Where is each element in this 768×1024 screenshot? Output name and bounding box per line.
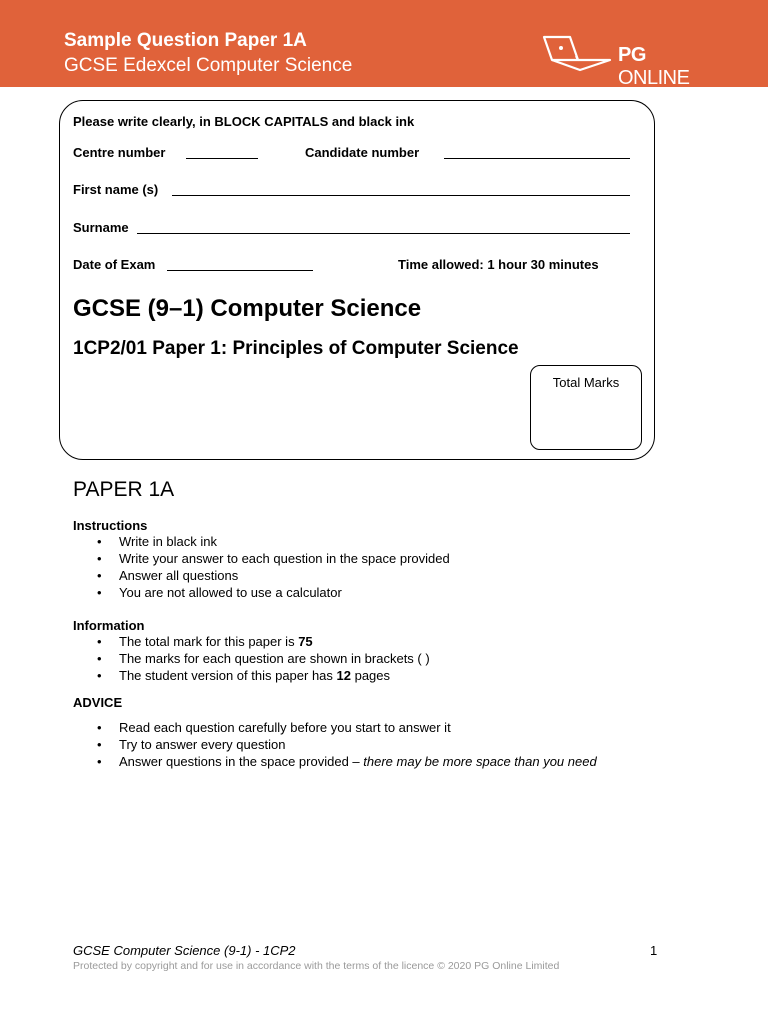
header-subtitle: GCSE Edexcel Computer Science bbox=[64, 55, 353, 76]
list-item: • The marks for each question are shown in brackets ( ) bbox=[97, 651, 430, 666]
instructions-list bbox=[97, 533, 717, 601]
list-item: • Answer questions in the space provided – there may be more space than you need bbox=[97, 754, 597, 769]
instructions-heading: Instructions bbox=[73, 518, 148, 533]
first-name-label: First name (s) bbox=[73, 182, 159, 197]
first-name-field[interactable] bbox=[172, 195, 630, 196]
footer-course: GCSE Computer Science (9-1) - 1CP2 bbox=[73, 943, 296, 958]
logo-text bbox=[618, 44, 720, 90]
list-item: • The student version of this paper has 12 pages bbox=[97, 668, 391, 683]
exam-title: GCSE (9–1) Computer Science bbox=[73, 295, 422, 322]
page-count-value: 12 bbox=[336, 668, 351, 683]
list-item: • Write your answer to each question in the space provided bbox=[97, 551, 450, 566]
surname-label: Surname bbox=[73, 220, 129, 235]
candidate-number-label: Candidate number bbox=[305, 145, 420, 160]
footer-copyright: Protected by copyright and for use in accordance with the terms of the licence © 2020 PG Online Limited bbox=[73, 960, 560, 972]
advice-list bbox=[97, 719, 717, 770]
information-heading: Information bbox=[73, 618, 145, 633]
centre-number-label: Centre number bbox=[73, 145, 166, 160]
page-number: 1 bbox=[650, 943, 658, 958]
candidate-number-field[interactable] bbox=[444, 158, 630, 159]
laptop-icon bbox=[540, 34, 612, 74]
time-allowed: Time allowed: 1 hour 30 minutes bbox=[398, 257, 599, 272]
centre-number-field[interactable] bbox=[186, 158, 258, 159]
list-item: • Try to answer every question bbox=[97, 737, 286, 752]
pg-online-logo bbox=[540, 34, 720, 89]
list-item: • You are not allowed to use a calculator bbox=[97, 585, 342, 600]
list-item: • Read each question carefully before you start to answer it bbox=[97, 720, 451, 735]
list-item: • Write in black ink bbox=[97, 534, 218, 549]
total-marks-label: Total Marks bbox=[552, 375, 620, 390]
paper-title: 1CP2/01 Paper 1: Principles of Computer Science bbox=[73, 338, 519, 359]
header-banner bbox=[0, 0, 768, 87]
total-marks-box bbox=[530, 365, 642, 450]
date-of-exam-field[interactable] bbox=[167, 270, 313, 271]
advice-italic: there may be more space than you need bbox=[363, 754, 597, 769]
paper-label: PAPER 1A bbox=[73, 478, 175, 501]
surname-field[interactable] bbox=[137, 233, 630, 234]
logo-text-bold: PG bbox=[618, 44, 646, 66]
date-of-exam-label: Date of Exam bbox=[73, 257, 156, 272]
header-title: Sample Question Paper 1A bbox=[64, 30, 307, 51]
list-item: • Answer all questions bbox=[97, 568, 239, 583]
list-item: • The total mark for this paper is 75 bbox=[97, 634, 313, 649]
logo-text-rest: ONLINE bbox=[618, 67, 690, 89]
information-list bbox=[97, 633, 717, 684]
total-mark-value: 75 bbox=[298, 634, 313, 649]
advice-heading: ADVICE bbox=[73, 695, 123, 710]
form-instruction: Please write clearly, in BLOCK CAPITALS and black ink bbox=[73, 114, 415, 129]
